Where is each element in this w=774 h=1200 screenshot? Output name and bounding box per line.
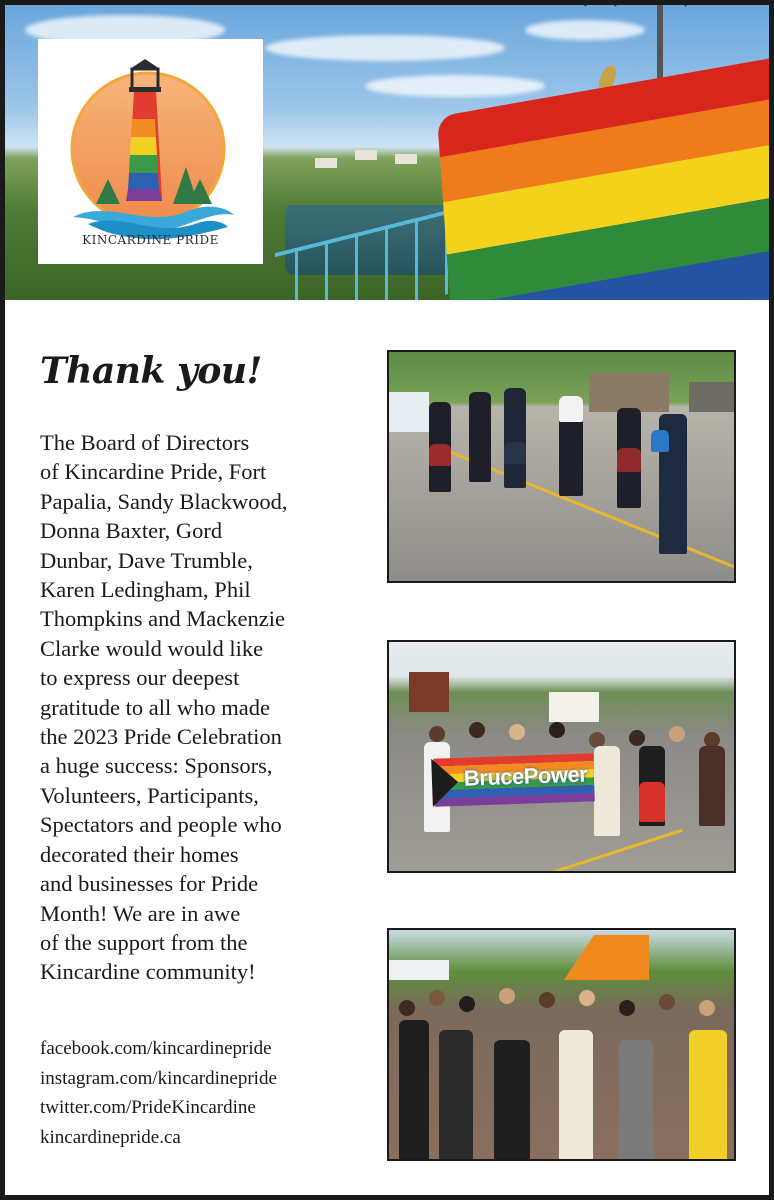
paragraph-line: of the support from the (40, 929, 248, 955)
paragraph-line: Month! We are in awe (40, 900, 241, 926)
paragraph-line: Clarke would would like (40, 635, 264, 661)
kincardine-pride-logo (38, 39, 263, 264)
paragraph-line: Thompkins and Mackenzie (40, 606, 285, 632)
social-links (40, 1034, 340, 1152)
paragraph-line: a huge success: Sponsors, (40, 753, 273, 779)
paragraph-line: Volunteers, Participants, (40, 782, 259, 808)
paragraph-line: Kincardine community! (40, 959, 256, 985)
logo-wordmark: KINCARDINE PRIDE (82, 233, 219, 247)
paragraph-line: Karen Ledingham, Phil (40, 577, 251, 603)
page-title: Thank you! (40, 350, 262, 392)
paragraph-line: Dunbar, Dave Trumble, (40, 547, 253, 573)
paragraph-line: and businesses for Pride (40, 871, 259, 897)
pride-march-banner (433, 753, 595, 807)
paragraph-line: decorated their homes (40, 841, 239, 867)
paragraph-line: Donna Baxter, Gord (40, 518, 223, 544)
paragraph-line: Papalia, Sandy Blackwood, (40, 488, 288, 514)
rainbow-lighthouse-icon (38, 39, 263, 264)
parade-banner-photo (387, 640, 736, 873)
paragraph-line: the 2023 Pride Celebration (40, 724, 282, 750)
paragraph-line: of Kincardine Pride, Fort (40, 459, 267, 485)
paragraph-line: to express our deepest (40, 665, 240, 691)
orange-tent (549, 930, 649, 980)
paragraph-line: The Board of Directors (40, 430, 250, 455)
website-link[interactable]: kincardinepride.ca (40, 1126, 181, 1148)
paragraph-line: Spectators and people who (40, 812, 282, 838)
paragraph-line: gratitude to all who made (40, 694, 270, 720)
thank-you-paragraph (40, 428, 340, 987)
pipe-band-photo (387, 350, 736, 583)
instagram-link[interactable]: instagram.com/kincardinepride (40, 1067, 277, 1089)
twitter-link[interactable]: twitter.com/PrideKincardine (40, 1097, 256, 1118)
banner-sponsor-text: BrucePower (463, 761, 588, 791)
facebook-link[interactable]: facebook.com/kincardinepride (40, 1038, 272, 1059)
festival-crowd-photo (387, 928, 736, 1161)
